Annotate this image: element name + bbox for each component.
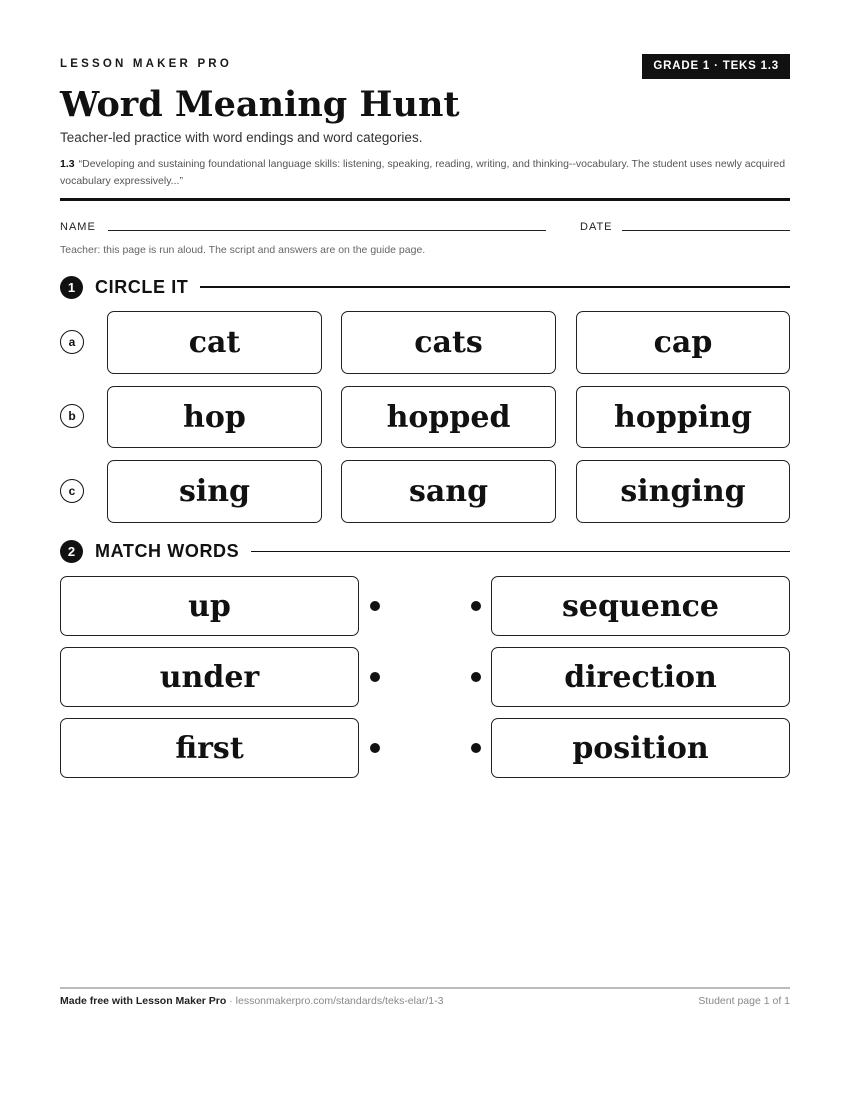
standard-code: 1.3 [60, 158, 75, 170]
footer-separator: · [226, 995, 236, 1007]
circle-word-option[interactable]: sing [107, 460, 322, 523]
footer-page-number: Student page 1 of 1 [698, 995, 790, 1007]
section-divider [200, 286, 790, 288]
match-right-word[interactable]: direction [491, 647, 790, 707]
section-match-words-header [60, 538, 790, 564]
circle-word-option[interactable]: cat [107, 311, 322, 374]
standard-description [60, 156, 790, 189]
match-left-word[interactable]: under [60, 647, 359, 707]
row-letter-c: c [60, 479, 84, 503]
match-dot-left[interactable] [370, 743, 380, 753]
footer-credit [60, 995, 443, 1007]
match-dot-right[interactable] [471, 672, 481, 682]
match-dot-right[interactable] [471, 601, 481, 611]
header-divider [60, 198, 790, 201]
circle-word-option[interactable]: hopped [341, 386, 556, 448]
section-title: MATCH WORDS [95, 540, 240, 561]
circle-word-option[interactable]: cap [576, 311, 790, 374]
circle-word-option[interactable]: sang [341, 460, 556, 523]
date-field[interactable] [622, 230, 790, 231]
section-divider [251, 551, 790, 552]
circle-word-option[interactable]: hop [107, 386, 322, 448]
brand-name: LESSON MAKER PRO [60, 58, 232, 70]
circle-word-option[interactable]: cats [341, 311, 556, 374]
footer-made-with: Made free with Lesson Maker Pro [60, 995, 227, 1007]
match-right-word[interactable]: position [491, 718, 790, 778]
name-field[interactable] [108, 230, 546, 231]
match-dot-right[interactable] [471, 743, 481, 753]
standard-text: “Developing and sustaining foundational language skills: listening, speaking, reading, writing, and thinking--vocabulary. The student uses newly acquired vocabulary expressively...” [60, 158, 786, 187]
match-dot-left[interactable] [370, 672, 380, 682]
section-number: 1 [60, 276, 83, 299]
page-title: Word Meaning Hunt [60, 84, 460, 125]
circle-word-option[interactable]: singing [576, 460, 790, 523]
teacher-note: Teacher: this page is run aloud. The script and answers are on the guide page. [60, 244, 426, 256]
row-letter-b: b [60, 404, 84, 428]
row-letter-a: a [60, 330, 84, 354]
match-left-word[interactable]: up [60, 576, 359, 636]
match-dot-left[interactable] [370, 601, 380, 611]
footer-divider [60, 987, 790, 989]
page-subtitle: Teacher-led practice with word endings and word categories. [60, 130, 423, 145]
section-number: 2 [60, 540, 83, 563]
name-label: NAME [60, 221, 96, 233]
grade-badge: GRADE 1 · TEKS 1.3 [642, 54, 790, 79]
match-right-word[interactable]: sequence [491, 576, 790, 636]
footer-url[interactable]: lessonmakerpro.com/standards/teks-elar/1-3 [235, 995, 444, 1007]
match-left-word[interactable]: first [60, 718, 359, 778]
section-circle-it-header [60, 274, 790, 300]
circle-word-option[interactable]: hopping [576, 386, 790, 448]
section-title: CIRCLE IT [95, 276, 189, 297]
date-label: DATE [580, 221, 613, 233]
